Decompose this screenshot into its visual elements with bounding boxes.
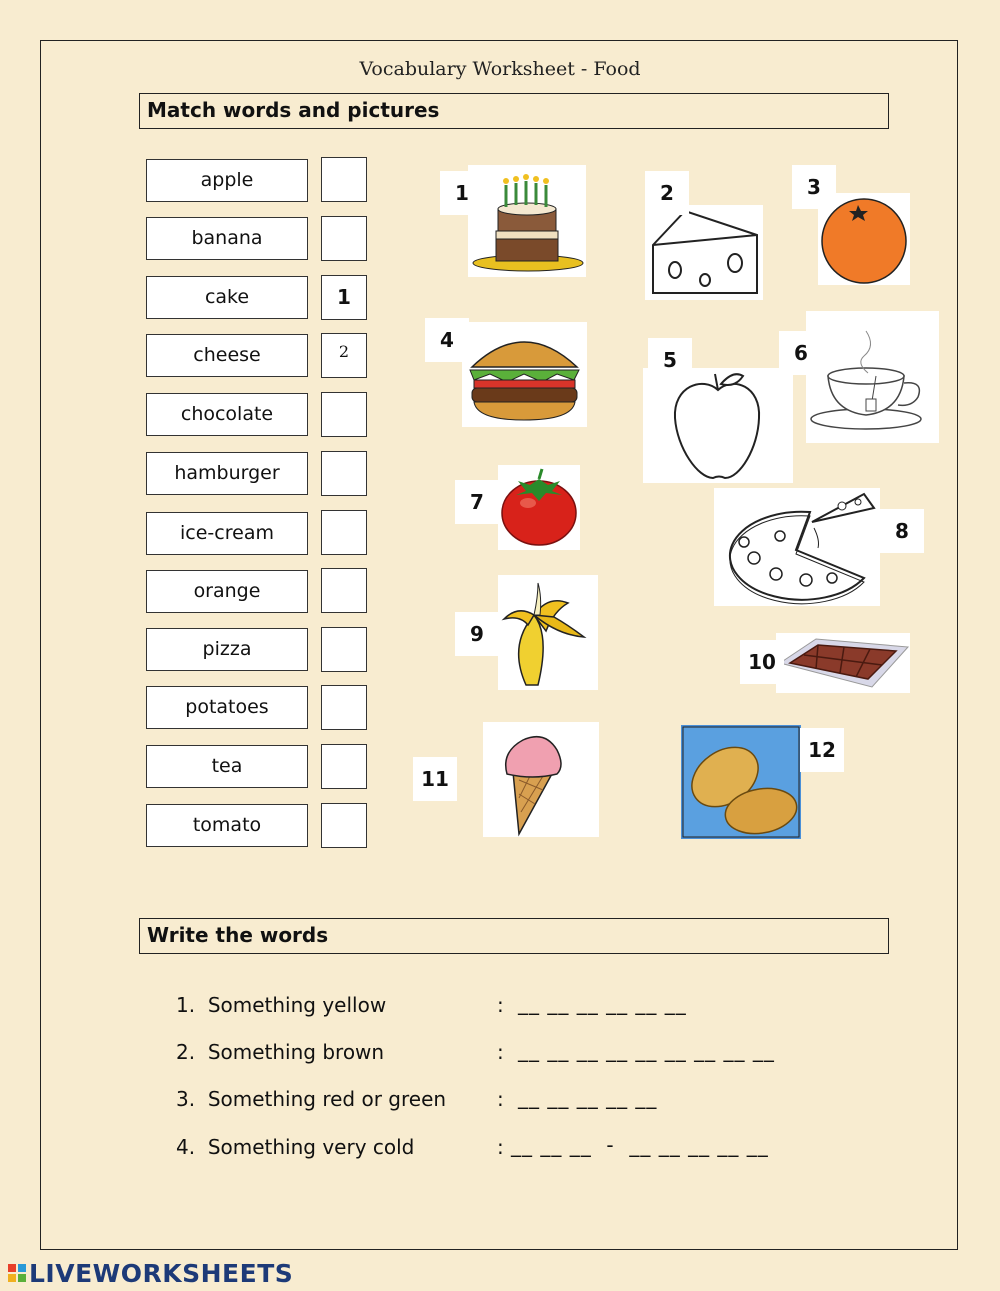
answer-input-chocolate[interactable] bbox=[321, 392, 367, 437]
answer-input-tomato[interactable] bbox=[321, 803, 367, 848]
answer-input-pizza[interactable] bbox=[321, 627, 367, 672]
section-heading-write: Write the words bbox=[139, 918, 889, 954]
word-ice-cream: ice-cream bbox=[146, 512, 308, 555]
picture-number-7: 7 bbox=[455, 480, 499, 524]
picture-number-9: 9 bbox=[455, 612, 499, 656]
picture-number-4: 4 bbox=[425, 318, 469, 362]
picture-number-6: 6 bbox=[779, 331, 823, 375]
question-text: Something red or green bbox=[207, 1087, 447, 1111]
answer-input-potatoes[interactable] bbox=[321, 685, 367, 730]
word-hamburger: hamburger bbox=[146, 452, 308, 495]
answer-blank-3[interactable]: __ __ __ __ __ bbox=[518, 1085, 658, 1109]
pizza-picture bbox=[714, 488, 880, 606]
question-colon: : bbox=[497, 993, 504, 1017]
liveworksheets-logo[interactable] bbox=[8, 1258, 293, 1288]
picture-number-8: 8 bbox=[880, 509, 924, 553]
word-tomato: tomato bbox=[146, 804, 308, 847]
word-cheese: cheese bbox=[146, 334, 308, 377]
question-colon: : bbox=[497, 1135, 504, 1159]
chocolate-picture bbox=[776, 633, 910, 693]
word-banana: banana bbox=[146, 217, 308, 260]
tea-picture bbox=[806, 311, 939, 443]
answer-blank-2[interactable]: __ __ __ __ __ __ __ __ __ bbox=[518, 1038, 775, 1062]
picture-number-10: 10 bbox=[740, 640, 784, 684]
question-number: 2. bbox=[176, 1040, 196, 1064]
answer-input-hamburger[interactable] bbox=[321, 451, 367, 496]
word-apple: apple bbox=[146, 159, 308, 202]
potatoes-picture bbox=[681, 725, 801, 839]
word-orange: orange bbox=[146, 570, 308, 613]
word-cake: cake bbox=[146, 276, 308, 319]
answer-input-cheese[interactable]: 2 bbox=[321, 333, 367, 378]
question-number: 3. bbox=[176, 1087, 196, 1111]
apple-picture bbox=[643, 368, 793, 483]
question-text: Something very cold bbox=[207, 1135, 415, 1159]
question-colon: : bbox=[497, 1087, 504, 1111]
question-text: Something brown bbox=[207, 1040, 385, 1064]
answer-input-banana[interactable] bbox=[321, 216, 367, 261]
hamburger-picture bbox=[462, 322, 587, 427]
question-number: 1. bbox=[176, 993, 196, 1017]
tomato-picture bbox=[498, 465, 580, 550]
picture-number-5: 5 bbox=[648, 338, 692, 382]
cheese-picture bbox=[645, 205, 763, 300]
question-number: 4. bbox=[176, 1135, 196, 1159]
picture-number-2: 2 bbox=[645, 171, 689, 215]
answer-input-cake[interactable]: 1 bbox=[321, 275, 367, 320]
answer-input-ice-cream[interactable] bbox=[321, 510, 367, 555]
question-text: Something yellow bbox=[207, 993, 387, 1017]
word-chocolate: chocolate bbox=[146, 393, 308, 436]
section-heading-match: Match words and pictures bbox=[139, 93, 889, 129]
logo-grid-icon bbox=[8, 1264, 26, 1282]
ice-cream-picture bbox=[483, 722, 599, 837]
answer-input-apple[interactable] bbox=[321, 157, 367, 202]
picture-number-11: 11 bbox=[413, 757, 457, 801]
question-colon: : bbox=[497, 1040, 504, 1064]
answer-blank-4[interactable]: __ __ __ - __ __ __ __ __ bbox=[511, 1133, 769, 1157]
answer-blank-1[interactable]: __ __ __ __ __ __ bbox=[518, 991, 687, 1015]
picture-number-12: 12 bbox=[800, 728, 844, 772]
question-2 bbox=[176, 1037, 384, 1067]
answer-input-tea[interactable] bbox=[321, 744, 367, 789]
question-1 bbox=[176, 990, 386, 1020]
word-pizza: pizza bbox=[146, 628, 308, 671]
question-4 bbox=[176, 1132, 414, 1162]
picture-number-1: 1 bbox=[440, 171, 484, 215]
question-3 bbox=[176, 1084, 446, 1114]
page-title: Vocabulary Worksheet - Food bbox=[359, 58, 641, 80]
logo-text: LIVEWORKSHEETS bbox=[29, 1258, 294, 1288]
cake-picture bbox=[468, 165, 586, 277]
word-potatoes: potatoes bbox=[146, 686, 308, 729]
picture-number-3: 3 bbox=[792, 165, 836, 209]
answer-input-orange[interactable] bbox=[321, 568, 367, 613]
word-tea: tea bbox=[146, 745, 308, 788]
banana-picture bbox=[498, 575, 598, 690]
